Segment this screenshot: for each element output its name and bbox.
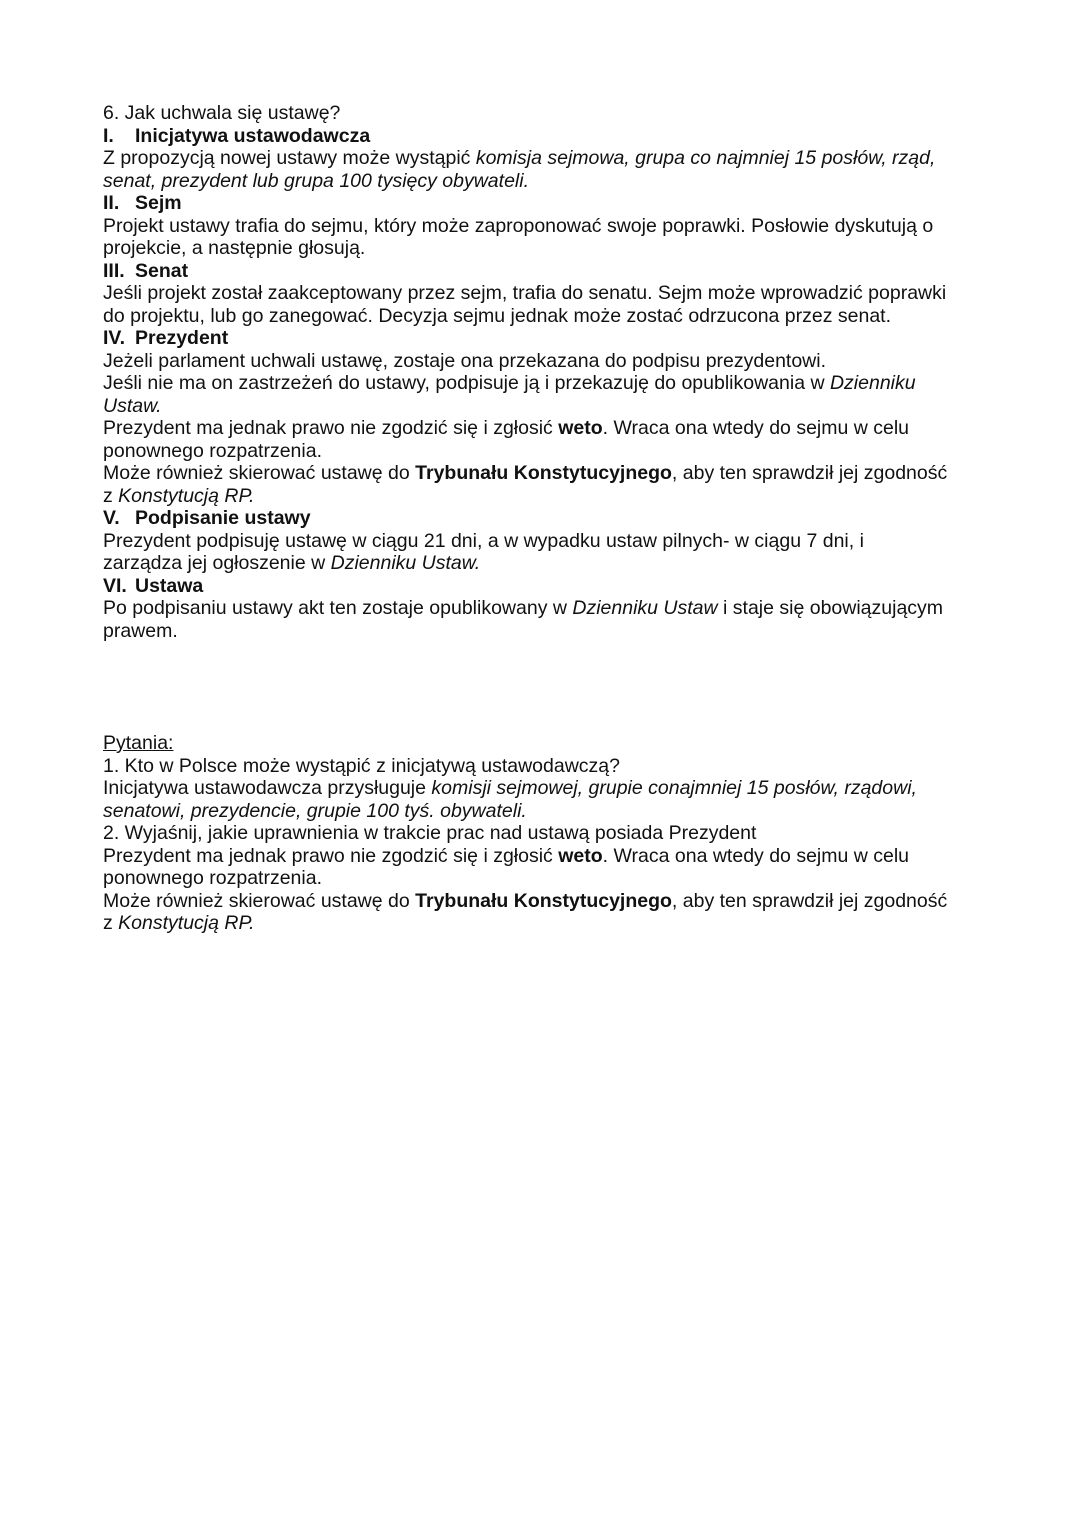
text-run: Projekt ustawy trafia do sejmu, który może zaproponować swoje poprawki. Posłowie dyskutują o (103, 214, 934, 237)
text-line (103, 170, 983, 193)
questions-label (103, 732, 983, 755)
text-run: , aby ten sprawdził jej zgodność (671, 462, 948, 484)
text-line (103, 305, 983, 328)
text-run: do projektu, lub go zanegować. Decyzja sejmu jednak może zostać odrzucona przez senat. (103, 304, 892, 327)
bold-text: weto (558, 844, 603, 867)
text-line (103, 912, 983, 935)
section-heading (103, 575, 983, 598)
section-heading (103, 327, 983, 350)
section-title: Inicjatywa ustawodawcza (135, 124, 371, 147)
section-heading (103, 192, 983, 215)
text-run: prawem. (103, 619, 178, 642)
text-line (103, 890, 983, 913)
text-run: Może również skierować ustawę do (103, 462, 416, 484)
sections-container (103, 125, 983, 643)
italic-text: komisja sejmowa, grupa co najmniej 15 posłów, rząd, (475, 147, 936, 169)
text-run: ponownego rozpatrzenia. (103, 439, 322, 462)
text-line (103, 552, 983, 575)
text-line (103, 867, 983, 890)
text-run: zarządza jej ogłoszenie w (103, 552, 331, 574)
text-line (103, 777, 983, 800)
text-line (103, 822, 983, 845)
text-run: , aby ten sprawdził jej zgodność (671, 889, 948, 912)
section-title: Prezydent (135, 327, 229, 349)
text-run: Po podpisaniu ustawy akt ten zostaje opublikowany w (103, 597, 573, 619)
text-line (103, 597, 983, 620)
text-run: Jeżeli parlament uchwali ustawę, zostaje ona przekazana do podpisu prezydentowi. (103, 349, 827, 372)
text-run: i staje się obowiązującym (717, 597, 944, 619)
italic-text: Dzienniku (829, 372, 916, 394)
text-run: Z propozycją nowej ustawy może wystąpić (103, 147, 476, 169)
text-run: projekcie, a następnie głosują. (103, 237, 366, 259)
italic-text: senatowi, prezydencie, grupie 100 tyś. obywateli. (103, 799, 527, 822)
text-line (103, 237, 983, 260)
text-line (103, 147, 983, 170)
document-page (103, 102, 983, 935)
section-number: VI. (103, 574, 127, 597)
text-run: Jeśli projekt został zaakceptowany przez sejm, trafia do senatu. Sejm może wprowadzić poprawki (103, 282, 947, 304)
document-title: 6. Jak uchwala się ustawę? (103, 102, 341, 124)
section-heading (103, 507, 983, 530)
spacer (103, 642, 983, 732)
text-line (103, 485, 983, 508)
text-run: ponownego rozpatrzenia. (103, 867, 322, 889)
text-run: Inicjatywa ustawodawcza przysługuje (103, 777, 432, 799)
section-number: III. (103, 259, 125, 282)
text-run: Może również skierować ustawę do (103, 889, 416, 912)
section-title: Podpisanie ustawy (135, 507, 311, 529)
italic-text: Dzienniku Ustaw (572, 597, 718, 619)
questions-container (103, 755, 983, 935)
section-number: II. (103, 192, 120, 214)
section-title: Sejm (135, 192, 182, 214)
text-line (103, 282, 983, 305)
italic-text: Konstytucją RP. (118, 484, 255, 507)
text-run: 1. Kto w Polsce może wystąpić z inicjatywą ustawodawczą? (103, 754, 620, 777)
italic-text: Ustaw. (103, 394, 162, 417)
text-run: 2. Wyjaśnij, jakie uprawnienia w trakcie prac nad ustawą posiada Prezydent (103, 822, 757, 844)
bold-text: Trybunału Konstytucyjnego (415, 462, 672, 484)
text-line (103, 350, 983, 373)
text-line (103, 440, 983, 463)
text-line (103, 215, 983, 238)
text-line (103, 620, 983, 643)
text-run: Jeśli nie ma on zastrzeżeń do ustawy, podpisuje ją i przekazuję do opublikowania w (103, 372, 830, 394)
section-title: Ustawa (135, 574, 204, 597)
section-heading (103, 125, 983, 148)
text-run: z (103, 484, 119, 507)
section-number: IV. (103, 327, 126, 349)
section-title: Senat (135, 259, 189, 282)
section-number: V. (103, 507, 120, 529)
text-line (103, 417, 983, 440)
text-line (103, 755, 983, 778)
italic-text: Konstytucją RP. (118, 912, 255, 934)
text-run: . Wraca ona wtedy do sejmu w celu (602, 844, 910, 867)
text-line (103, 462, 983, 485)
text-run: Prezydent podpisuję ustawę w ciągu 21 dni, a w wypadku ustaw pilnych- w ciągu 7 dni, i (103, 529, 864, 552)
text-run: Prezydent ma jednak prawo nie zgodzić się i zgłosić (103, 844, 559, 867)
text-line (103, 800, 983, 823)
text-run: z (103, 912, 119, 934)
bold-text: Trybunału Konstytucyjnego (415, 889, 672, 912)
questions-label-text: Pytania: (103, 732, 174, 754)
text-line (103, 845, 983, 868)
text-line (103, 395, 983, 418)
italic-text: Dzienniku Ustaw. (330, 552, 481, 574)
italic-text: senat, prezydent lub grupa 100 tysięcy obywateli. (103, 169, 530, 192)
text-line (103, 530, 983, 553)
section-number: I. (103, 124, 114, 147)
text-line (103, 372, 983, 395)
text-run: Prezydent ma jednak prawo nie zgodzić się i zgłosić (103, 417, 559, 439)
text-run: . Wraca ona wtedy do sejmu w celu (602, 417, 910, 439)
bold-text: weto (558, 417, 603, 439)
section-heading (103, 260, 983, 283)
italic-text: komisji sejmowej, grupie conajmniej 15 posłów, rządowi, (431, 777, 917, 799)
